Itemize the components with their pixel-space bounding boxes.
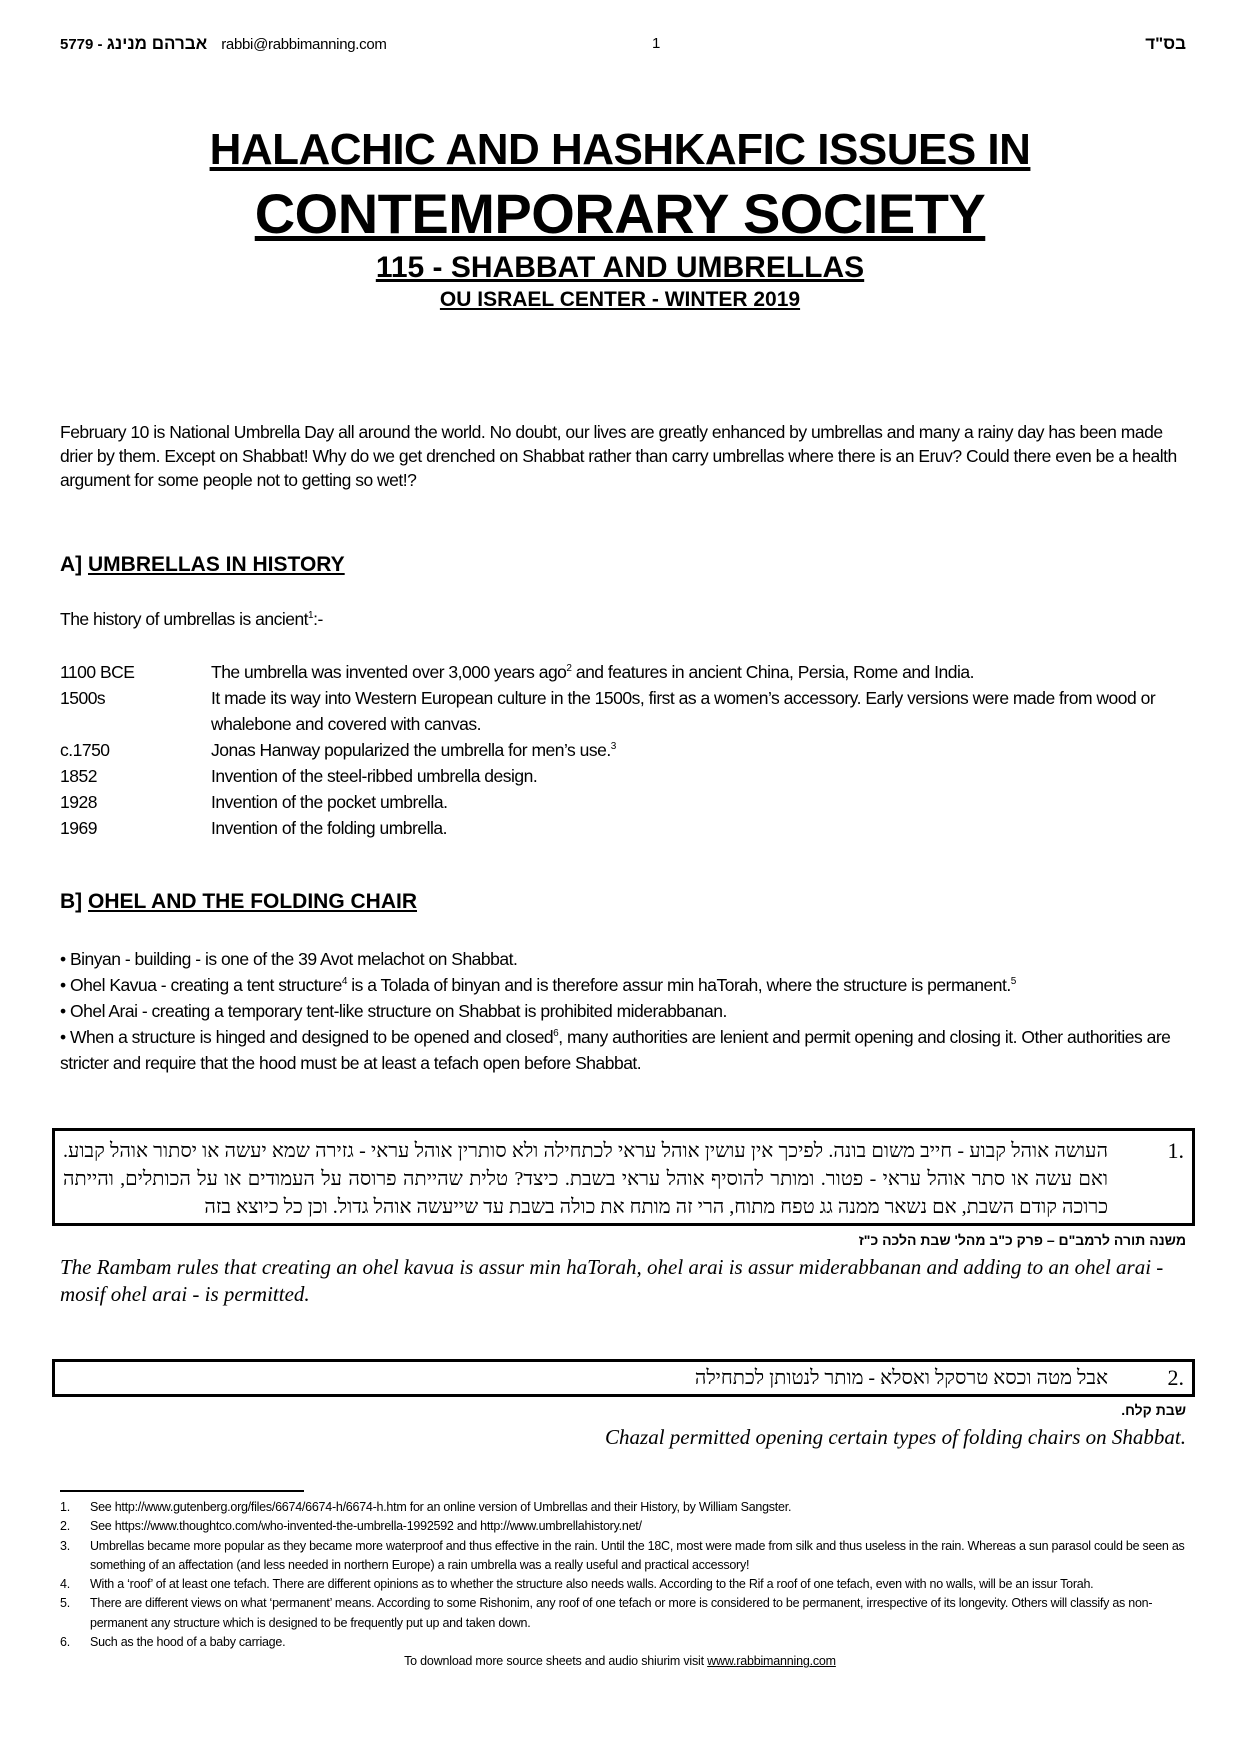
footnote-ref[interactable]: 3 [610,741,616,753]
bullet-icon: • [60,1027,70,1047]
footnote [60,1633,1186,1652]
separator: - [97,36,103,53]
footer-link[interactable]: www.rabbimanning.com [707,1654,836,1669]
bullet-text-rest: is a Tolada of binyan and is therefore assur min haTorah, where the structure is permanent. [346,975,1011,995]
footnote-text: With a ‘roof’ of at least one tefach. There are different opinions as to whether the structure also needs walls. According to the Rif a roof of one tefach, even with no walls, will be an issur Torah. [90,1577,1094,1592]
bullet-icon: • [60,949,70,969]
footnotes [60,1498,1186,1652]
section-a-heading [60,552,1186,578]
section-prefix: A] [60,553,83,576]
footnote-text: See http://www.gutenberg.org/files/6674/6674-h/6674-h.htm for an online version of Umbrellas and their History, by William Sangster. [90,1500,792,1514]
footnote-ref[interactable]: 4 [341,976,347,988]
timeline-text-main: Invention of the pocket umbrella. [211,792,448,812]
timeline-year: 1852 [60,766,97,786]
timeline-year: 1969 [60,818,97,838]
bullet-icon: • [60,1001,70,1021]
timeline-year: c.1750 [60,740,110,760]
footnote-number: 3. [60,1538,70,1553]
timeline-text [211,685,1186,737]
source-citation: משנה תורה לרמב"ם – פרק כ"ב מהל' שבת הלכה כ"ז [858,1232,1186,1248]
footnote-ref[interactable]: 6 [553,1028,559,1040]
bullet-text-rest: , many authorities are lenient and permit opening and closing it. Other authorities are stricter and require that the hood must be at least a tefach open before Shabbat. [60,1027,1171,1073]
venue: OU ISRAEL CENTER - WINTER 2019 [439,288,801,311]
timeline-row [60,685,1186,737]
lead-end: :- [313,609,323,629]
footnote-text: See https://www.thoughtco.com/who-invented-the-umbrella-1992592 and http://www.umbrellahistory.net/ [90,1519,642,1534]
source-hebrew-text: העושה אוהל קבוע - חייב משום בונה. לפיכך אין עושין אוהל עראי לכתחילה ולא סותרין אוהל עראי - גזירה שמא יעשה או יסתור אוהל קבוע. ואם עשה או סתר אוהל עראי - פטור. ומותר להוסיף אוהל עראי בשבת. כיצד? טלית שהייתה פרוסה על העמודים או על הכותלים, והייתה כרוכה קודם השבת, אם נשאר ממנה גג טפח מתוח, הרי זה מותח את כולה בשבת עד שייעשה אוהל גדול. וכן כל כיוצא בזה [63,1140,1108,1218]
timeline-text-main: Jonas Hanway popularized the umbrella for men’s use. [211,740,611,760]
footnote-text: Umbrellas became more popular as they became more waterproof and thus effective in the rain. Until the 18C, most were made from silk and thus useless in the rain. Whereas a sun parasol could be seen as something of an affectation (and less needed in northern Europe) a rain umbrella was a really useful and practical accessory! [90,1538,1185,1572]
footnote-number: 2. [60,1519,70,1534]
intro-paragraph: February 10 is National Umbrella Day all around the world. No doubt, our lives are greatly enhanced by umbrellas and many a rainy day has been made drier by them. Except on Shabbat! Why do we get drenched on Shabbat rather than carry umbrellas where there is an Eruv? Could there even be a health argument for some people not to getting so wet!? [60,422,1177,490]
footnote-number: 5. [60,1596,70,1611]
title-line-2: CONTEMPORARY SOCIETY [254,182,986,245]
footnote [60,1594,1186,1633]
bullet-item [60,946,1186,972]
page-number: 1 [652,35,661,52]
page-footer [0,1652,1240,1671]
timeline-year: 1928 [60,792,97,812]
source-note: Chazal permitted opening certain types of folding chairs on Shabbat. [605,1425,1186,1449]
timeline-row [60,737,1186,763]
bullet-text: When a structure is hinged and designed to be opened and closed [70,1027,554,1047]
bullet-item [60,1024,1186,1076]
author-hebrew: אברהם מנינג [106,34,208,53]
bullet-text: Binyan - building - is one of the 39 Avot melachot on Shabbat. [70,949,518,969]
section-a-lead [60,607,1186,631]
source-note: The Rambam rules that creating an ohel kavua is assur min haTorah, ohel arai is assur miderabbanan and adding to an ohel arai - mosif ohel arai - is permitted. [60,1255,1164,1306]
timeline-text [211,659,974,685]
timeline-text [211,763,537,789]
title-line-1: HALACHIC AND HASHKAFIC ISSUES IN [209,125,1031,174]
footnote-ref[interactable]: 1 [308,610,314,622]
timeline-row [60,789,1186,815]
source-hebrew-text: אבל מטה וכסא טרסקל ואסלא - מותר לנטותן לכתחילה [694,1367,1108,1389]
footnote-text: There are different views on what ‘permanent’ means. According to some Rishonim, any roof of one tefach or more is considered to be permanent, irrespective of its longevity. Others will classify as non-permanent any structure which is designed to be frequently put up and taken down. [90,1596,1153,1630]
timeline-text [211,789,447,815]
timeline-row [60,659,1186,685]
timeline-text-main: Invention of the steel-ribbed umbrella design. [211,766,538,786]
timeline-year: 1100 BCE [60,662,135,682]
bullet-list [60,946,1186,1076]
source-box-2 [52,1359,1195,1397]
footnote-number: 4. [60,1577,70,1592]
section-title: UMBRELLAS IN HISTORY [88,553,345,576]
footnote [60,1517,1186,1536]
lead-text: The history of umbrellas is ancient [60,609,309,629]
bullet-item [60,972,1186,998]
timeline-text-main: The umbrella was invented over 3,000 years ago [211,662,567,682]
footnote [60,1575,1186,1594]
timeline-text-main: Invention of the folding umbrella. [211,818,447,838]
footnote [60,1498,1186,1517]
footnote-number: 6. [60,1635,70,1650]
section-title: OHEL AND THE FOLDING CHAIR [88,890,418,913]
timeline-text [211,815,447,841]
source-box-1 [52,1128,1195,1226]
source-number: 1. [1167,1138,1184,1163]
section-prefix: B] [60,890,83,913]
footnote-divider [60,1490,304,1492]
timeline-row [60,763,1186,789]
section-b-heading [60,889,1186,915]
footnote-ref[interactable]: 2 [566,663,572,675]
header-left [60,34,387,55]
email: rabbi@rabbimanning.com [221,36,387,53]
bullet-text: Ohel Arai - creating a temporary tent-like structure on Shabbat is prohibited miderabbanan. [70,1001,727,1021]
subtitle: 115 - SHABBAT AND UMBRELLAS [375,251,865,284]
source-citation: שבת קלח. [1121,1402,1186,1418]
footnote-number: 1. [60,1500,70,1514]
timeline-row [60,815,1186,841]
source-number: 2. [1167,1365,1184,1390]
timeline-text-rest: and features in ancient China, Persia, Rome and India. [571,662,974,682]
timeline-text-main: It made its way into Western European culture in the 1500s, first as a women’s accessory. Early versions were made from wood or whalebone and covered with canvas. [211,688,1156,734]
year: 5779 [60,36,94,53]
bsd: בס"ד [1145,34,1186,53]
bullet-text: Ohel Kavua - creating a tent structure [70,975,342,995]
footnote-text: Such as the hood of a baby carriage. [90,1635,286,1650]
timeline [60,659,1186,841]
bullet-icon: • [60,975,70,995]
bullet-item [60,998,1186,1024]
footnote-ref[interactable]: 5 [1010,976,1016,988]
footnote [60,1537,1186,1576]
timeline-year: 1500s [60,688,106,708]
timeline-text [211,737,616,763]
footer-text: To download more source sheets and audio shiurim visit [404,1654,708,1669]
page-header [60,34,1186,54]
